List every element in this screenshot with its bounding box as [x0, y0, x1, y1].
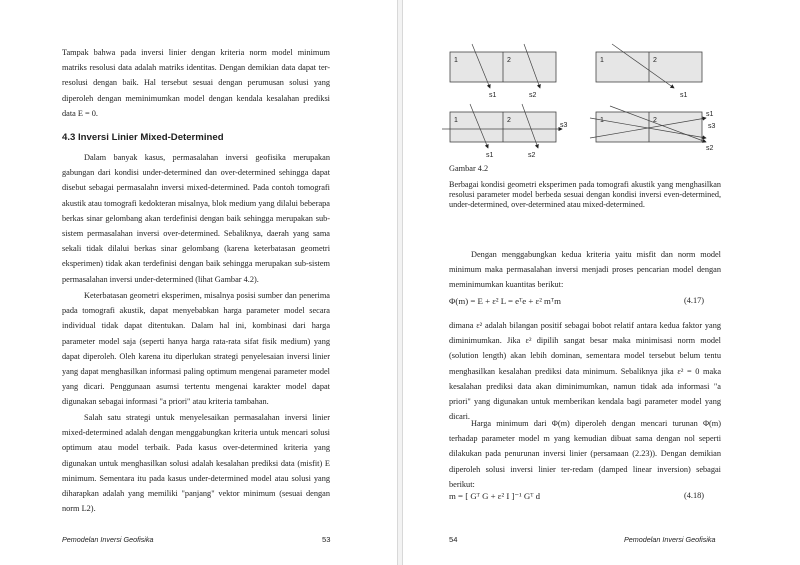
ray-label-s1: s1 [489, 92, 497, 99]
panel-under-determined [596, 44, 702, 99]
equation-number-4-18: (4.18) [684, 491, 705, 500]
ray-label-s1: s1 [706, 111, 714, 118]
paragraph-epsilon: dimana ε² adalah bilangan positif sebagai bobot relatif antara kedua faktor yang diminimumkan. Jika ε² dipilih sangat besar maka minimisasi norm model (solution length) akan lebih dominan, sementara model tersebut belum tentu menghasilkan kesalahan prediksi data minimum. Sebaliknya jika ε² = 0 maka kesalahan prediksi data akan diminimumkan, namun tidak ada informasi "a priori" yang digunakan untuk memberikan kendala bagi parameter model yang dicari. [449, 321, 721, 422]
block-label-2: 2 [653, 57, 657, 64]
ray-label-s1: s1 [486, 152, 494, 159]
figure-caption: Berbagai kondisi geometri eksperimen pada tomografi akustik yang menghasilkan resolusi parameter model berbeda sesuai dengan kondisi inversi even-determined, under-determined, over-determined atau mixed-determined. [449, 180, 721, 210]
ray-label-s3: s3 [560, 122, 568, 129]
right-footer: Pemodelan Inversi Geofisika [624, 535, 716, 544]
panel-over-determined [442, 104, 568, 159]
panel-even-determined [450, 44, 556, 99]
block-label-1: 1 [600, 57, 604, 64]
equation-number-4-17: (4.17) [684, 296, 705, 305]
ray-label-s3: s3 [708, 123, 716, 130]
paragraph-combined-criteria: Dengan menggabungkan kedua kriteria yaitu misfit dan norm model minimum maka permasalahan inversi menjadi proses pencarian model dengan meminimumkan kuantitas berikut: [449, 250, 721, 290]
paragraph-strategy: Salah satu strategi untuk menyelesaikan permasalahan inversi linier mixed-determined adalah dengan menggabungkan kriteria untuk mencari solusi optimum atau model terbaik. Pada kasus over-determined kriteria yang digunakan untuk menghasilkan solusi adalah kesalahan prediksi data (misfit) E minimum. Sementara itu pada kasus under-determined model atau solusi yang diharapkan adalah yang memiliki "panjang" vektor minimum (sesuai dengan norm L2). [62, 413, 330, 514]
block-label-2: 2 [507, 57, 511, 64]
ray-label-s2: s2 [528, 152, 536, 159]
right-page-number: 54 [449, 535, 458, 544]
tomography-figure [440, 42, 730, 160]
left-page-number: 53 [322, 535, 331, 544]
ray-label-s2: s2 [706, 145, 714, 152]
left-footer: Pemodelan Inversi Geofisika [62, 535, 154, 544]
panel-mixed-determined [590, 106, 716, 152]
block-label-2: 2 [653, 117, 657, 124]
ray-label-s2: s2 [529, 92, 537, 99]
figure-title: Gambar 4.2 [449, 164, 489, 173]
paragraph-mixed-determined: Dalam banyak kasus, permasalahan inversi geofisika merupakan gabungan dari kondisi under-determined dan over-determined sehingga dapat disebut sebagai permasalahn inversi mixed-determined. Pada contoh tomografi akustik atau tomografi kedokteran misalnya, blok medium yang dilalui beberapa berkas sinar gelombang akan terdefinisi dengan baik sehingga merupakan sub-sistem permasalahan inversi over-determined. Sebaliknya, daerah yang sama sekali tidak dilalui berkas sinar gelombang (karena keterbatasan geometri eksperimen) tidak akan terdefinisi dengan baik sehingga merupakan sub-sistem permasalahan inversi under-determined (lihat Gambar 4.2). [62, 153, 330, 284]
paragraph-experiment-geometry: Keterbatasan geometri eksperimen, misalnya posisi sumber dan penerima pada tomografi akustik, dapat menyebabkan harga parameter model secara individual tidak dapat ditentukan. Dalam hal ini, kombinasi dari harga parameter model saja (seperti hanya harga rata-rata sifat fisik medium) yang dapat diperoleh. Oleh karena itu diperlukan strategi penyelesaian inversi linier yang dapat menghasilkan informasi paling optimum mengenai parameter model yang dicari. Penggunaan asumsi tertentu mengenai karakter model dapat digunakan sebagai informasi "a priori" atau kriteria tambahan. [62, 291, 330, 407]
block-label-1: 1 [454, 117, 458, 124]
paragraph-minimum: Harga minimum dari Φ(m) diperoleh dengan mencari turunan Φ(m) terhadap parameter model m yang kemudian dibuat sama dengan nol seperti dilakukan pada penurunan inversi linier (persamaan (2.23)). Dengan demikian diperoleh solusi inversi linier ter-redam (damped linear inversion) sebagai berikut: [449, 419, 721, 489]
block-label-2: 2 [507, 117, 511, 124]
ray-label-s1: s1 [680, 92, 688, 99]
left-page [0, 0, 398, 565]
equation-4-18: m = [ Gᵀ G + ε² I ]⁻¹ Gᵀ d [449, 491, 540, 501]
section-heading: 4.3 Inversi Linier Mixed-Determined [62, 132, 224, 143]
block-label-1: 1 [600, 117, 604, 124]
equation-4-17: Φ(m) = E + ε² L = eᵀe + ε² mᵀm [449, 296, 561, 306]
paragraph-norm-minimum: Tampak bahwa pada inversi linier dengan kriteria norm model minimum matriks resolusi data adalah matriks identitas. Dengan demikian data dapat ter-resolusi dengan baik. Hal tersebut sesuai dengan perumusan solusi yang diperoleh dengan meminimumkan model dengan kendala kesalahan prediksi data E = 0. [62, 48, 330, 118]
block-label-1: 1 [454, 57, 458, 64]
